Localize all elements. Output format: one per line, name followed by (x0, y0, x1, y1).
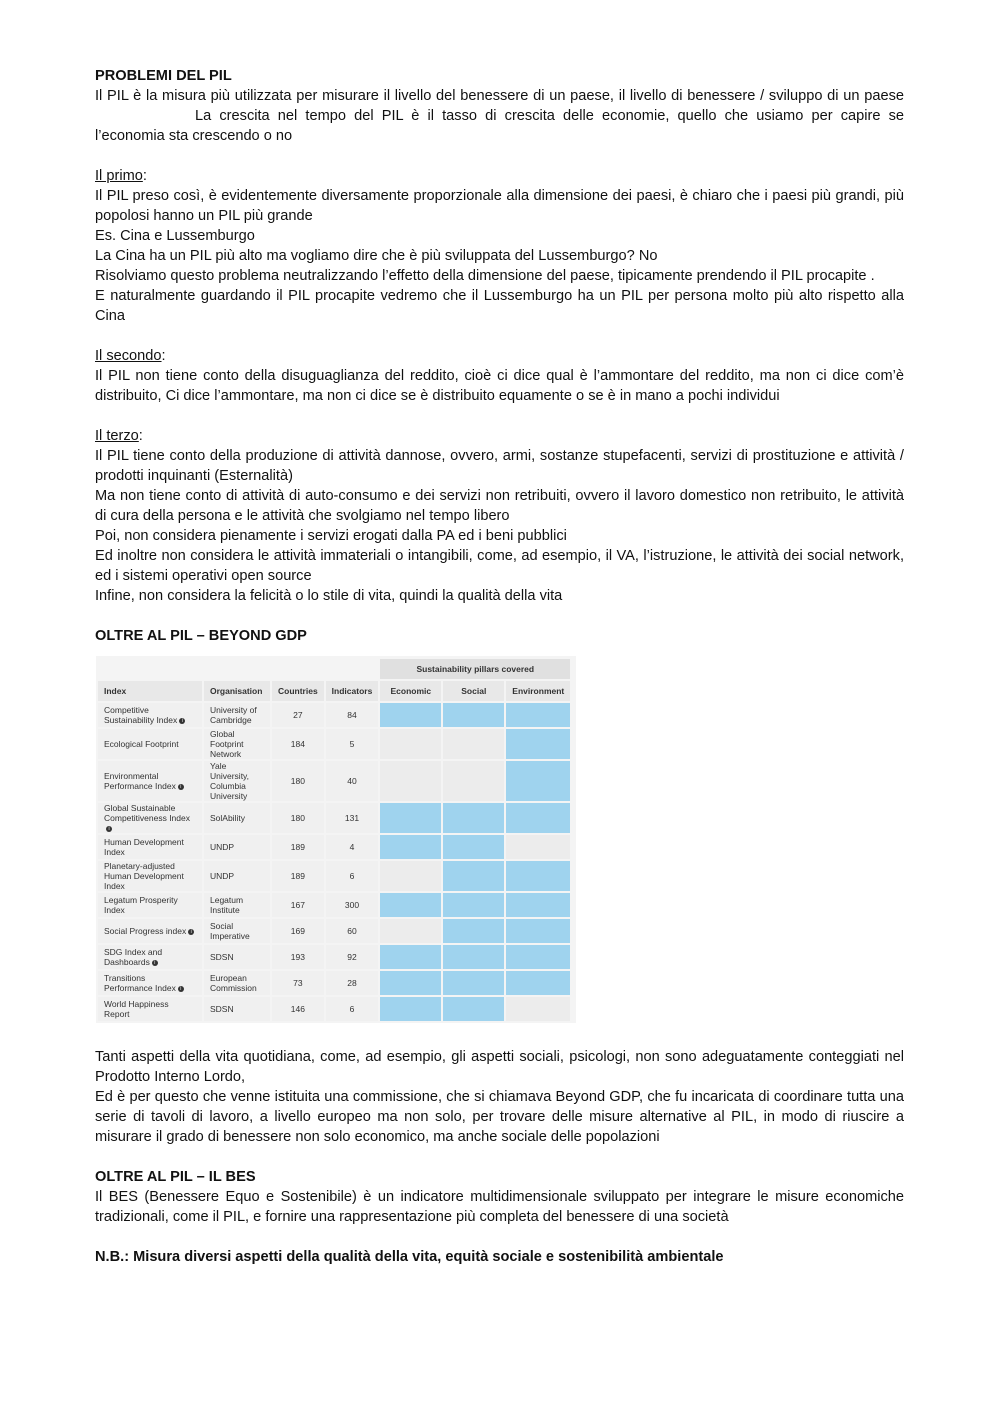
cell-org: Global Footprint Network (204, 729, 270, 759)
index-name: Transitions Performance Index (104, 973, 176, 993)
index-name: Human Development Index (104, 837, 184, 857)
cell-org: Yale University, Columbia University (204, 761, 270, 801)
pillar-cell-economic (380, 803, 441, 833)
cell-index (98, 945, 202, 969)
cell-index (98, 893, 202, 917)
paragraph-line: Infine, non considera la felicità o lo stile di vita, quindi la qualità della vita (95, 588, 563, 604)
terzo-lines (95, 446, 904, 606)
pillar-cell-social (443, 861, 504, 891)
cell-countries: 189 (272, 835, 324, 859)
info-icon: i (152, 960, 158, 966)
text: Il PIL è la misura più utilizzata per misurare il livello del benessere di un paese, il livello di benessere / sviluppo di un paese (95, 88, 904, 104)
cell-index (98, 835, 202, 859)
paragraph-line: Ed è per questo che venne istituita una commissione, che si chiamava Beyond GDP, che fu incaricata di coordinare tutta una serie di tavoli di lavoro, a livello europeo ma non solo, per trovare delle misure alternative al PIL, in modo di riuscire a misurare il grado di benessere non solo economico, ma anche sociale delle popolazioni (95, 1089, 904, 1145)
pillar-cell-environment (506, 893, 570, 917)
cell-org: SDSN (204, 997, 270, 1021)
pillar-cell-environment (506, 997, 570, 1021)
section-title-problemi: PROBLEMI DEL PIL (95, 68, 232, 84)
cell-org: SolAbility (204, 803, 270, 833)
table-row (98, 761, 570, 801)
column-header: Environment (506, 681, 570, 701)
cell-org: Legatum Institute (204, 893, 270, 917)
cell-countries: 184 (272, 729, 324, 759)
info-icon: i (188, 929, 194, 935)
beyond-gdp-lines (95, 1047, 904, 1147)
cell-index (98, 761, 202, 801)
pillar-cell-economic (380, 761, 441, 801)
cell-indicators: 6 (326, 861, 379, 891)
pillar-cell-economic (380, 919, 441, 943)
cell-countries: 167 (272, 893, 324, 917)
pillar-cell-environment (506, 945, 570, 969)
table-row (98, 729, 570, 759)
pillar-cell-environment (506, 971, 570, 995)
table-row (98, 703, 570, 727)
cell-indicators: 5 (326, 729, 379, 759)
table-row (98, 835, 570, 859)
cell-indicators: 40 (326, 761, 379, 801)
paragraph-line: Tanti aspetti della vita quotidiana, come, ad esempio, gli aspetti sociali, psicologi, non sono adeguatamente conteggiati nel Prodotto Interno Lordo, (95, 1049, 904, 1085)
cell-countries: 180 (272, 803, 324, 833)
pillar-cell-environment (506, 729, 570, 759)
pillar-cell-economic (380, 861, 441, 891)
pillar-cell-economic (380, 893, 441, 917)
table-row (98, 971, 570, 995)
paragraph: Il BES (Benessere Equo e Sostenibile) è un indicatore multidimensionale sviluppato per integrare le misure economiche tradizionali, come il PIL, e fornire una rappresentazione più completa del benessere di una società (95, 1189, 904, 1225)
pillar-cell-social (443, 945, 504, 969)
cell-indicators: 131 (326, 803, 379, 833)
subheading-terzo: Il terzo: (95, 428, 143, 444)
header-spacer (98, 659, 378, 679)
pillar-cell-social (443, 761, 504, 801)
subheading-secondo: Il secondo: (95, 348, 166, 364)
column-header: Organisation (204, 681, 270, 701)
paragraph-line: La Cina ha un PIL più alto ma vogliamo dire che è più sviluppata del Lussemburgo? No (95, 248, 658, 264)
pillar-cell-environment (506, 703, 570, 727)
pillar-cell-environment (506, 761, 570, 801)
pillar-cell-environment (506, 861, 570, 891)
cell-countries: 193 (272, 945, 324, 969)
pillar-cell-social (443, 703, 504, 727)
section-title-bes: OLTRE AL PIL – IL BES (95, 1169, 256, 1185)
cell-countries: 189 (272, 861, 324, 891)
document-page (95, 66, 904, 1267)
paragraph-line: Ma non tiene conto di attività di auto-consumo e dei servizi non retribuiti, ovvero il lavoro domestico non retribuito, le attività di cura della persona e le attività che svolgiamo nel tempo libero (95, 488, 904, 524)
table-row (98, 861, 570, 891)
cell-countries: 169 (272, 919, 324, 943)
pillar-cell-social (443, 729, 504, 759)
info-icon: i (106, 826, 112, 832)
index-name: Global Sustainable Competitiveness Index (104, 803, 190, 823)
pillar-cell-environment (506, 919, 570, 943)
cell-indicators: 60 (326, 919, 379, 943)
cell-indicators: 300 (326, 893, 379, 917)
cell-org: UNDP (204, 835, 270, 859)
table-row (98, 803, 570, 833)
cell-countries: 180 (272, 761, 324, 801)
text: La crescita nel tempo del PIL è il tasso di crescita delle economie, quello che usiamo per capire se l’economia sta crescendo o no (95, 108, 904, 144)
paragraph-line: E naturalmente guardando il PIL procapite vedremo che il Lussemburgo ha un PIL per persona molto più alto rispetto alla Cina (95, 288, 904, 324)
paragraph-line: Il PIL tiene conto della produzione di attività dannose, ovvero, armi, sostanze stupefacenti, servizi di prostituzione e attività / prodotti inquinanti (Esternalità) (95, 448, 904, 484)
cell-index (98, 997, 202, 1021)
index-name: World Happiness Report (104, 999, 169, 1019)
cell-org: European Commission (204, 971, 270, 995)
cell-index (98, 729, 202, 759)
sustainability-index-table-image (96, 656, 576, 1023)
cell-countries: 73 (272, 971, 324, 995)
cell-index (98, 703, 202, 727)
cell-indicators: 92 (326, 945, 379, 969)
table-row (98, 919, 570, 943)
index-name: Legatum Prosperity Index (104, 895, 178, 915)
index-name: Environmental Performance Index (104, 771, 176, 791)
cell-org: UNDP (204, 861, 270, 891)
column-header: Social (443, 681, 504, 701)
paragraph (95, 86, 904, 146)
pillar-cell-economic (380, 703, 441, 727)
cell-org: SDSN (204, 945, 270, 969)
pillar-cell-environment (506, 803, 570, 833)
pillar-cell-social (443, 893, 504, 917)
paragraph-line: Es. Cina e Lussemburgo (95, 228, 255, 244)
table-header-row (98, 681, 570, 701)
table-row (98, 893, 570, 917)
column-header: Indicators (326, 681, 379, 701)
cell-countries: 27 (272, 703, 324, 727)
table-body (98, 703, 570, 1021)
column-header: Countries (272, 681, 324, 701)
pillar-cell-social (443, 835, 504, 859)
paragraph-line: Il PIL non tiene conto della disuguaglianza del reddito, cioè ci dice qual è l’ammontare del reddito, ma non ci dice com’è distribuito, Ci dice l’ammontare, ma non ci dice se è distribuito equamente o se è in mano a pochi individui (95, 368, 904, 404)
cell-indicators: 6 (326, 997, 379, 1021)
cell-index (98, 803, 202, 833)
pillar-cell-economic (380, 729, 441, 759)
subheading-primo: Il primo: (95, 168, 147, 184)
cell-indicators: 84 (326, 703, 379, 727)
pillar-cell-economic (380, 945, 441, 969)
sustainability-index-table (96, 657, 572, 1023)
pillars-super-header: Sustainability pillars covered (380, 659, 570, 679)
index-name: Social Progress index (104, 926, 187, 936)
cell-indicators: 28 (326, 971, 379, 995)
paragraph-line: Il PIL preso così, è evidentemente diversamente proporzionale alla dimensione dei paesi, è chiaro che i paesi più grandi, più popolosi hanno un PIL più grande (95, 188, 904, 224)
pillar-cell-economic (380, 997, 441, 1021)
index-name: Competitive Sustainability Index (104, 705, 178, 725)
pillar-cell-social (443, 919, 504, 943)
cell-org: University of Cambridge (204, 703, 270, 727)
table-super-header-row (98, 659, 570, 679)
pillar-cell-social (443, 971, 504, 995)
index-name: SDG Index and Dashboards (104, 947, 163, 967)
pillar-cell-environment (506, 835, 570, 859)
column-header: Index (98, 681, 202, 701)
pillar-cell-economic (380, 835, 441, 859)
pillar-cell-social (443, 803, 504, 833)
section-title-beyond-gdp: OLTRE AL PIL – BEYOND GDP (95, 628, 307, 644)
index-name: Planetary-adjusted Human Development Index (104, 861, 184, 891)
cell-countries: 146 (272, 997, 324, 1021)
primo-lines (95, 186, 904, 326)
info-icon: i (179, 718, 185, 724)
info-icon: i (178, 986, 184, 992)
column-header: Economic (380, 681, 441, 701)
pillar-cell-social (443, 997, 504, 1021)
cell-org: Social Imperative (204, 919, 270, 943)
info-icon: i (178, 784, 184, 790)
table-row (98, 997, 570, 1021)
index-name: Ecological Footprint (104, 739, 179, 749)
cell-index (98, 971, 202, 995)
paragraph-line: Poi, non considera pienamente i servizi erogati dalla PA ed i beni pubblici (95, 528, 567, 544)
cell-index (98, 919, 202, 943)
cell-indicators: 4 (326, 835, 379, 859)
pillar-cell-economic (380, 971, 441, 995)
table-row (98, 945, 570, 969)
secondo-lines (95, 366, 904, 406)
cell-index (98, 861, 202, 891)
nb-note: N.B.: Misura diversi aspetti della qualità della vita, equità sociale e sostenibilità ambientale (95, 1249, 724, 1265)
paragraph-line: Ed inoltre non considera le attività immateriali o intangibili, come, ad esempio, il VA, l’istruzione, le attività dei social network, ed i sistemi operativi open source (95, 548, 904, 584)
paragraph-line: Risolviamo questo problema neutralizzando l’effetto della dimensione del paese, tipicamente prendendo il PIL procapite . (95, 268, 875, 284)
